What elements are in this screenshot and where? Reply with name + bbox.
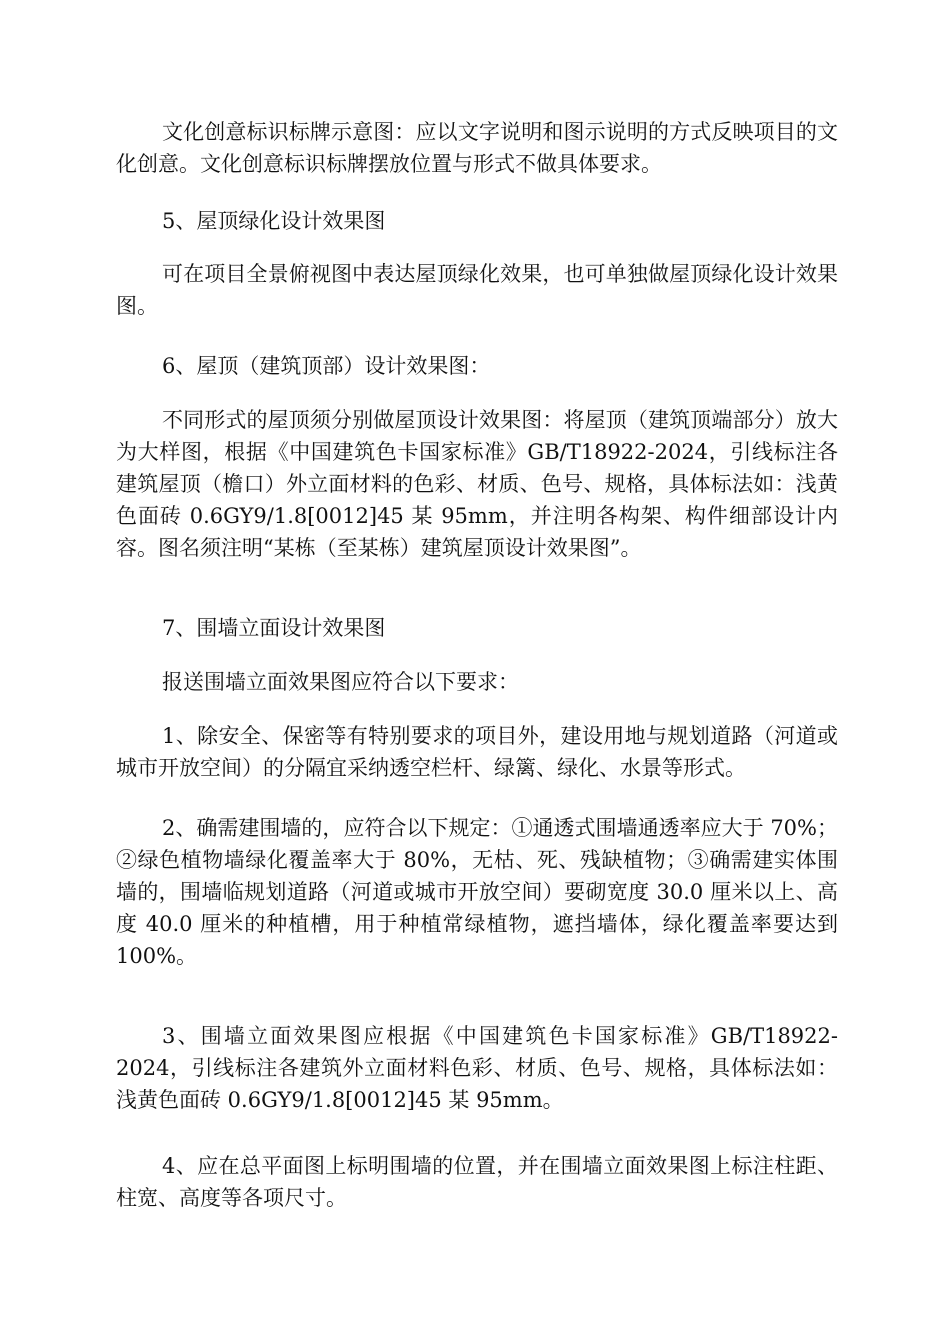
heading-roof-design: 6、屋顶（建筑顶部）设计效果图：	[162, 354, 491, 378]
list-item-1: 1、除安全、保密等有特别要求的项目外，建设用地与规划道路（河道或城市开放空间）的分隔宜采纳透空栏杆、绿篱、绿化、水景等形式。	[116, 724, 838, 780]
list-item-2: 2、确需建围墙的，应符合以下规定：①通透式围墙通透率应大于 70%；②绿色植物墙绿化覆盖率大于 80%，无枯、死、残缺植物；③确需建实体围墙的，围墙临规划道路（河道或城市开放空间）要砌宽度 30.0 厘米以上、高度 40.0 厘米的种植槽，用于种植常绿植物，遮挡墙体，绿化覆盖率要达到 100%。	[116, 816, 838, 968]
paragraph-wall-requirements: 报送围墙立面效果图应符合以下要求：	[162, 670, 519, 694]
heading-roof-greening: 5、屋顶绿化设计效果图	[162, 209, 386, 233]
list-item-3: 3、围墙立面效果图应根据《中国建筑色卡国家标准》GB/T18922-2024，引线标注各建筑外立面材料色彩、材质、色号、规格，具体标法如：浅黄色面砖 0.6GY9/1.8[0012]45 某 95mm。	[116, 1024, 838, 1112]
paragraph-culture-sign: 文化创意标识标牌示意图：应以文字说明和图示说明的方式反映项目的文化创意。文化创意标识标牌摆放位置与形式不做具体要求。	[116, 120, 838, 176]
paragraph-roof-design: 不同形式的屋顶须分别做屋顶设计效果图：将屋顶（建筑顶端部分）放大为大样图，根据《中国建筑色卡国家标准》GB/T18922-2024，引线标注各建筑屋顶（檐口）外立面材料的色彩、材质、色号、规格，具体标法如：浅黄色面砖 0.6GY9/1.8[0012]45 某 95mm，并注明各构架、构件细部设计内容。图名须注明“某栋（至某栋）建筑屋顶设计效果图”。	[116, 408, 838, 560]
heading-wall-elevation: 7、围墙立面设计效果图	[162, 616, 386, 640]
list-item-4: 4、应在总平面图上标明围墙的位置，并在围墙立面效果图上标注柱距、柱宽、高度等各项尺寸。	[116, 1154, 838, 1210]
paragraph-roof-greening: 可在项目全景俯视图中表达屋顶绿化效果，也可单独做屋顶绿化设计效果图。	[116, 262, 838, 318]
